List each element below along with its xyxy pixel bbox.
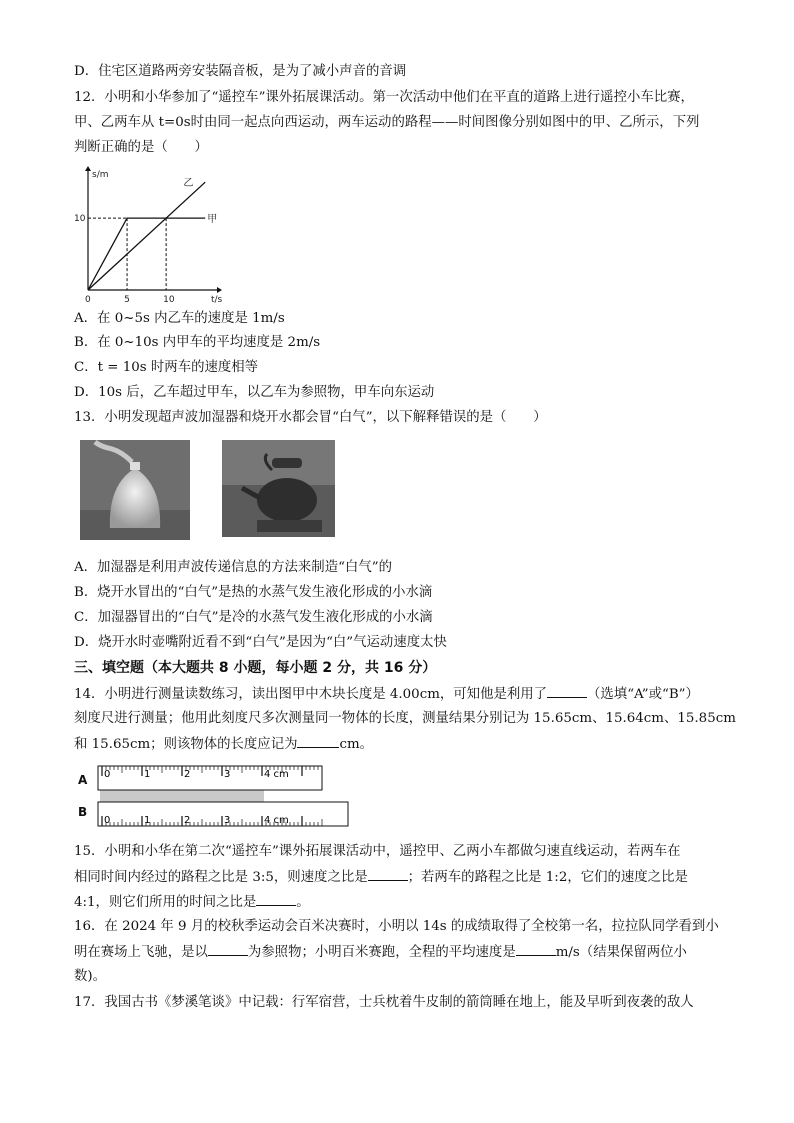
q14-stem-2: 刻度尺进行测量；他用此刻度尺多次测量同一物体的长度，测量结果分别记为 15.65cm、15.64cm、15.85cm — [74, 711, 736, 726]
q12-stem-3: 判断正确的是（ ） — [74, 140, 208, 155]
q14-stem-3 — [74, 735, 373, 754]
q12-stem-2: 甲、乙两车从 t=0s时由同一起点向西运动，两车运动的路程——时间图像分别如图中的甲、乙所示，下列 — [74, 115, 700, 130]
x-axis-arrow — [217, 287, 222, 293]
q11-option-d: D．住宅区道路两旁安装隔音板，是为了减小声音的音调 — [74, 64, 407, 79]
q12-option-a: A．在 0~5s 内乙车的速度是 1m/s — [74, 311, 285, 326]
q15-stem-1: 15．小明和小华在第二次“遥控车”课外拓展课活动中，遥控甲、乙两小车都做匀速直线运动，若两车在 — [74, 844, 681, 859]
q14-blank-1[interactable] — [547, 685, 587, 698]
q14-text-3: 和 15.65cm；则该物体的长度应记为 — [74, 737, 298, 752]
series-label: 甲 — [207, 214, 218, 226]
q15-text-4: 。 — [296, 895, 310, 910]
ruler-b-tick-label: 3 — [224, 815, 231, 826]
q17-stem: 17．我国古书《梦溪笔谈》中记载：行军宿营，士兵枕着牛皮制的箭筒睡在地上，能及早听到夜袭的敌人 — [74, 995, 694, 1010]
q15-blank-1[interactable] — [368, 868, 408, 881]
series-label: 乙 — [183, 177, 194, 189]
x-tick-label: 5 — [124, 295, 130, 305]
q15-text-2: ；若两车的路程之比是 1:2，它们的速度之比是 — [407, 870, 688, 885]
q14-stem-1 — [74, 685, 699, 704]
ruler-a-tick-label: 4 cm — [264, 769, 289, 780]
q13-option-a: A．加湿器是利用声波传递信息的方法来制造“白气”的 — [74, 560, 392, 575]
ruler-a-tick-label: 0 — [104, 769, 111, 780]
ruler-b-tick-label: 2 — [184, 815, 191, 826]
y-axis-arrow — [85, 166, 91, 171]
q15-text-1: 相同时间内经过的路程之比是 3:5，则速度之比是 — [74, 870, 368, 885]
x-tick-label: 10 — [163, 295, 175, 305]
ruler-a-tick-label: 3 — [224, 769, 231, 780]
ruler-b-label: B — [78, 805, 88, 819]
q12-stem-1: 12．小明和小华参加了“遥控车”课外拓展课活动。第一次活动中他们在平直的道路上进行遥控小车比赛， — [74, 90, 694, 105]
series-line-yi — [88, 182, 205, 290]
q12-option-b: B．在 0~10s 内甲车的平均速度是 2m/s — [74, 335, 321, 350]
series-line-jia — [88, 218, 205, 290]
ruler-b — [98, 802, 348, 826]
q16-stem-2 — [74, 943, 687, 962]
q14-text-4: cm。 — [339, 737, 374, 752]
q16-text-2: 为参照物；小明百米赛跑，全程的平均速度是 — [247, 945, 516, 960]
q15-stem-3 — [74, 893, 310, 912]
ruler-b-tick-label: 0 — [104, 815, 111, 826]
q13-option-d: D．烧开水时壶嘴附近看不到“白气”是因为“白”气运动速度太快 — [74, 635, 447, 650]
y-axis-label: s/m — [92, 170, 109, 180]
q14-text-1: 14．小明进行测量读数练习，读出图甲中木块长度是 4.00cm，可知他是利用了 — [74, 687, 548, 702]
ruler-b-tick-label: 4 cm — [264, 815, 289, 826]
q12-option-d: D．10s 后，乙车超过甲车，以乙车为参照物，甲车向东运动 — [74, 385, 435, 400]
ruler-a-tick-label: 2 — [184, 769, 191, 780]
q16-blank-1[interactable] — [208, 943, 248, 956]
x-tick-label: 0 — [85, 295, 91, 305]
q15-stem-2 — [74, 868, 688, 887]
q16-stem-3: 数)。 — [74, 969, 107, 984]
ruler-figure — [76, 762, 366, 832]
y-tick-label: 10 — [74, 214, 86, 225]
q13-stem: 13．小明发现超声波加湿器和烧开水都会冒“白气”，以下解释错误的是（ ） — [74, 410, 547, 425]
q15-blank-2[interactable] — [256, 893, 296, 906]
section-3-heading: 三、填空题（本大题共 8 小题，每小题 2 分，共 16 分） — [74, 660, 437, 676]
q16-stem-1: 16．在 2024 年 9 月的校秋季运动会百米决赛时，小明以 14s 的成绩取得了全校第一名，拉拉队同学看到小 — [74, 919, 719, 934]
kettle-photo — [222, 440, 335, 537]
ruler-a-label: A — [78, 773, 88, 787]
q16-blank-2[interactable] — [516, 943, 556, 956]
q14-blank-2[interactable] — [297, 735, 339, 748]
q15-text-3: 4:1，则它们所用的时间之比是 — [74, 895, 257, 910]
q12-option-c: C．t = 10s 时两车的速度相等 — [74, 360, 259, 375]
q14-text-2: （选填“A”或“B”） — [587, 687, 699, 702]
x-axis-label: t/s — [211, 295, 223, 305]
q16-text-3: m/s（结果保留两位小 — [555, 945, 687, 960]
q13-option-b: B．烧开水冒出的“白气”是热的水蒸气发生液化形成的小水滴 — [74, 585, 433, 600]
q13-option-c: C．加湿器冒出的“白气”是冷的水蒸气发生液化形成的小水滴 — [74, 610, 433, 625]
ruler-b-tick-label: 1 — [144, 815, 151, 826]
ruler-a-tick-label: 1 — [144, 769, 151, 780]
q16-text-1: 明在赛场上飞驰，是以 — [74, 945, 208, 960]
humidifier-photo — [80, 440, 190, 540]
s-t-graph — [70, 165, 223, 305]
